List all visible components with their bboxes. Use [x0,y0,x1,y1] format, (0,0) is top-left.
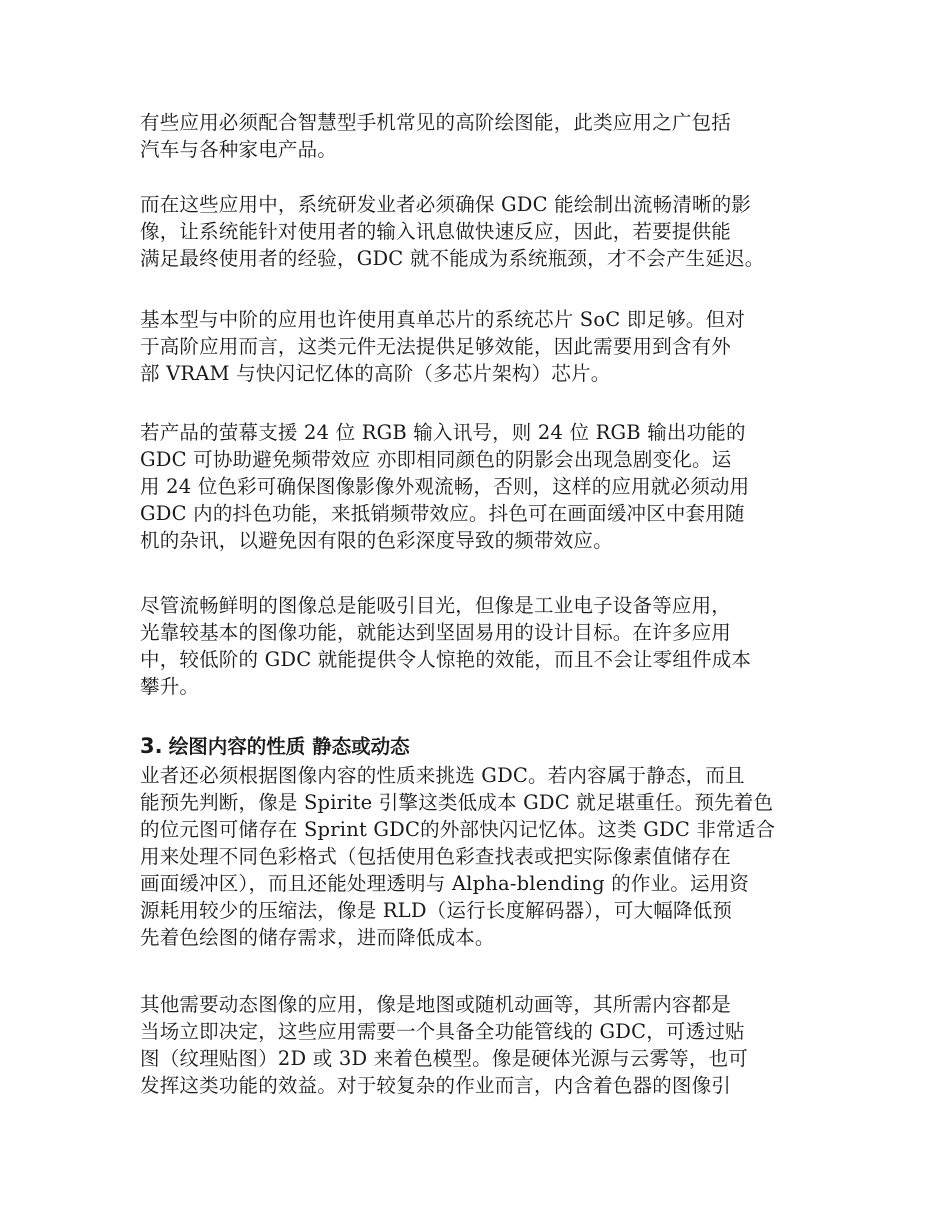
paragraph-1 [140,109,840,163]
paragraph-2 [140,191,840,272]
paragraph-4 [140,419,840,554]
section-title: 绘图内容的性质 静态或动态 [168,735,410,758]
text-line: 而在这些应用中，系统研发业者必须确保 GDC 能绘制出流畅清晰的影 [140,193,752,216]
text-line: 用 24 位色彩可确保图像影像外观流畅，否则，这样的应用就必须动用 [140,475,750,498]
text-line: 用来处理不同色彩格式（包括使用色彩查找表或把实际像素值储存在 [140,845,732,868]
text-line: 先着色绘图的储存需求，进而降低成本。 [140,926,495,949]
paragraph-5 [140,592,840,700]
paragraph-3 [140,306,840,387]
text-line: 若产品的萤幕支援 24 位 RGB 输入讯号，则 24 位 RGB 输出功能的 [140,421,746,444]
text-line: 光靠较基本的图像功能，就能达到坚固易用的设计目标。在许多应用 [140,621,732,644]
text-line: 于高阶应用而言，这类元件无法提供足够效能，因此需要用到含有外 [140,335,732,358]
text-line: 满足最终使用者的经验，GDC 就不能成为系统瓶颈，才不会产生延迟。 [140,247,765,270]
text-line: GDC 可协助避免频带效应 亦即相同颜色的阴影会出现急剧变化。运 [140,448,732,471]
text-line: GDC 内的抖色功能，来抵销频带效应。抖色可在画面缓冲区中套用随 [140,502,745,525]
text-line: 部 VRAM 与快闪记忆体的高阶（多芯片架构）芯片。 [140,362,611,385]
paragraph-7 [140,991,840,1099]
text-line: 的位元图可储存在 Sprint GDC的外部快闪记忆体。这类 GDC 非常适合 [140,818,776,841]
text-line: 能预先判断，像是 Spirite 引擎这类低成本 GDC 就足堪重任。预先着色 [140,791,774,814]
text-line: 画面缓冲区），而且还能处理透明与 Alpha-blending 的作业。运用资 [140,872,750,895]
text-line: 图（纹理贴图）2D 或 3D 来着色模型。像是硬体光源与云雾等，也可 [140,1047,748,1070]
text-line: 有些应用必须配合智慧型手机常见的高阶绘图能，此类应用之广包括 [140,111,732,134]
text-line: 尽管流畅鲜明的图像总是能吸引目光，但像是工业电子设备等应用， [140,594,732,617]
text-line: 汽车与各种家电产品。 [140,138,338,161]
text-line: 业者还必须根据图像内容的性质来挑选 GDC。若内容属于静态，而且 [140,764,745,787]
text-line: 发挥这类功能的效益。对于较复杂的作业而言，内含着色器的图像引 [140,1074,732,1097]
section-heading [140,733,410,760]
text-line: 中，较低阶的 GDC 就能提供令人惊艳的效能，而且不会让零组件成本 [140,648,752,671]
text-line: 机的杂讯，以避免因有限的色彩深度导致的频带效应。 [140,529,613,552]
text-line: 其他需要动态图像的应用，像是地图或随机动画等，其所需内容都是 [140,993,732,1016]
section-number: 3. [140,734,163,758]
text-line: 像，让系统能针对使用者的输入讯息做快速反应，因此，若要提供能 [140,220,732,243]
text-line: 当场立即决定，这些应用需要一个具备全功能管线的 GDC，可透过贴 [140,1020,745,1043]
text-line: 攀升。 [140,675,200,698]
paragraph-6 [140,762,840,951]
text-line: 源耗用较少的压缩法，像是 RLD（运行长度解码器），可大幅降低预 [140,899,733,922]
text-line: 基本型与中阶的应用也许使用真单芯片的系统芯片 SoC 即足够。但对 [140,308,746,331]
